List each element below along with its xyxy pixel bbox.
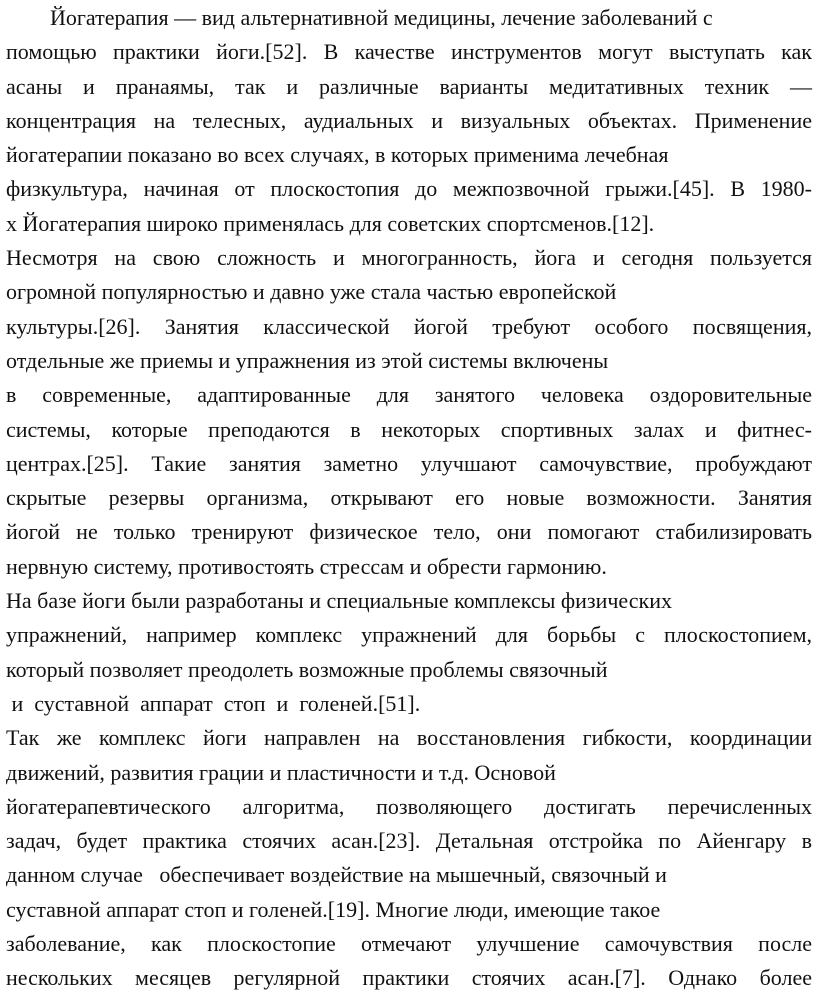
text-line: системы, которые преподаются в некоторых спортивных залах и фитнес- bbox=[6, 416, 812, 442]
text-line: заболевание, как плоскостопие отмечают улучшение самочувствия после bbox=[6, 931, 812, 957]
text-line: данном случае обеспечивает воздействие на мышечный, связочный и bbox=[6, 862, 667, 888]
text-line: йогатерапии показано во всех случаях, в которых применима лечебная bbox=[6, 142, 669, 168]
text-line: в современные, адаптированные для занятого человека оздоровительные bbox=[6, 382, 812, 408]
text-line: Несмотря на свою сложность и многогранность, йога и сегодня пользуется bbox=[6, 245, 812, 271]
text-line: нескольких месяцев регулярной практики стоячих асан.[7]. Однако более bbox=[6, 965, 812, 991]
text-line: упражнений, например комплекс упражнений для борьбы с плоскостопием, bbox=[6, 622, 812, 648]
text-line: Йогатерапия — вид альтернативной медицины, лечение заболеваний с bbox=[6, 5, 713, 30]
text-line: асаны и пранаямы, так и различные варианты медитативных техник — bbox=[6, 73, 812, 99]
text-line: огромной популярностью и давно уже стала частью европейской bbox=[6, 279, 617, 305]
text-line: культуры.[26]. Занятия классической йогой требуют особого посвящения, bbox=[6, 313, 812, 339]
text-line: На базе йоги были разработаны и специальные комплексы физических bbox=[6, 588, 672, 614]
document-body bbox=[6, 1, 812, 996]
text-line: физкультура, начиная от плоскостопия до межпозвочной грыжи.[45]. В 1980- bbox=[6, 176, 812, 202]
text-line: нервную систему, противостоять стрессам и обрести гармонию. bbox=[6, 553, 607, 579]
text-line: помощью практики йоги.[52]. В качестве инструментов могут выступать как bbox=[6, 39, 812, 65]
text-line: х Йогатерапия широко применялась для советских спортсменов.[12]. bbox=[6, 210, 655, 236]
text-line: который позволяет преодолеть возможные проблемы связочный bbox=[6, 656, 608, 682]
text-line: отдельные же приемы и упражнения из этой системы включены bbox=[6, 347, 609, 373]
text-line: Так же комплекс йоги направлен на восстановления гибкости, координации bbox=[6, 725, 812, 751]
text-line: движений, развития грации и пластичности и т.д. Основой bbox=[6, 759, 556, 785]
text-line: центрах.[25]. Такие занятия заметно улучшают самочувствие, пробуждают bbox=[6, 450, 812, 476]
text-line: скрытые резервы организма, открывают его новые возможности. Занятия bbox=[6, 485, 812, 511]
text-line: задач, будет практика стоячих асан.[23]. Детальная отстройка по Айенгару в bbox=[6, 828, 812, 854]
text-line: концентрация на телесных, аудиальных и визуальных объектах. Применение bbox=[6, 107, 812, 133]
text-line: йогой не только тренируют физическое тело, они помогают стабилизировать bbox=[6, 519, 812, 545]
text-line: суставной аппарат стоп и голеней.[19]. Многие люди, имеющие такое bbox=[6, 896, 661, 922]
text-line: и суставной аппарат стоп и голеней.[51]. bbox=[6, 690, 421, 716]
text-line: йогатерапевтического алгоритма, позволяющего достигать перечисленных bbox=[6, 793, 812, 819]
